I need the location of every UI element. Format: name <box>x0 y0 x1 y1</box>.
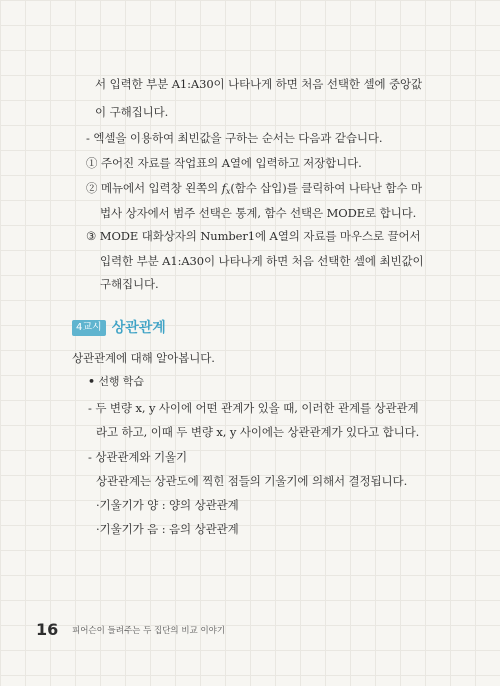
text-line: ③ MODE 대화상자의 Number1에 A열의 자료를 마우스로 끌어서 <box>86 229 421 243</box>
text-line: ·기울기가 음 : 음의 상관관계 <box>96 522 239 536</box>
text-line: 이 구해집니다. <box>95 105 169 119</box>
text-line: - 엑셀을 이용하여 최빈값을 구하는 순서는 다음과 같습니다. <box>86 131 383 145</box>
text-line: 구해집니다. <box>100 277 159 291</box>
section-badge: 4교시 <box>72 320 106 336</box>
text-line: 상관관계에 대해 알아봅니다. <box>72 351 215 365</box>
text-line: 라고 하고, 이때 두 변량 x, y 사이에는 상관관계가 있다고 합니다. <box>96 425 420 439</box>
function-subscript: x <box>225 187 231 196</box>
section-heading <box>72 319 166 337</box>
subheading <box>88 375 144 389</box>
text-line: - 상관관계와 기울기 <box>88 450 187 464</box>
text-line: 상관관계는 상관도에 찍힌 점들의 기울기에 의해서 결정됩니다. <box>96 474 408 488</box>
text-line: 서 입력한 부분 A1:A30이 나타나게 하면 처음 선택한 셀에 중앙값 <box>95 77 423 91</box>
text-line <box>86 181 422 199</box>
text-fragment: ② 메뉴에서 입력창 왼쪽의 <box>86 181 222 195</box>
section-title: 상관관계 <box>111 320 166 336</box>
bullet-icon: • <box>88 375 95 388</box>
text-line: - 두 변량 x, y 사이에 어떤 관계가 있을 때, 이러한 관계를 상관관계 <box>88 401 419 415</box>
page-number: 16 <box>36 620 59 639</box>
text-line: ·기울기가 양 : 양의 상관관계 <box>96 498 239 512</box>
text-line: 법사 상자에서 범주 선택은 통계, 함수 선택은 MODE로 합니다. <box>100 206 417 220</box>
text-line: ① 주어진 자료를 작업표의 A열에 입력하고 저장합니다. <box>86 156 362 170</box>
text-fragment: (함수 삽입)를 클릭하여 나타난 함수 마 <box>230 181 422 195</box>
text-line: 입력한 부분 A1:A30이 나타나게 하면 처음 선택한 셀에 최빈값이 <box>100 254 424 268</box>
book-title: 피어슨이 들려주는 두 집단의 비교 이야기 <box>72 626 226 636</box>
function-symbol: f <box>221 181 226 195</box>
subheading-label: 선행 학습 <box>98 375 144 388</box>
